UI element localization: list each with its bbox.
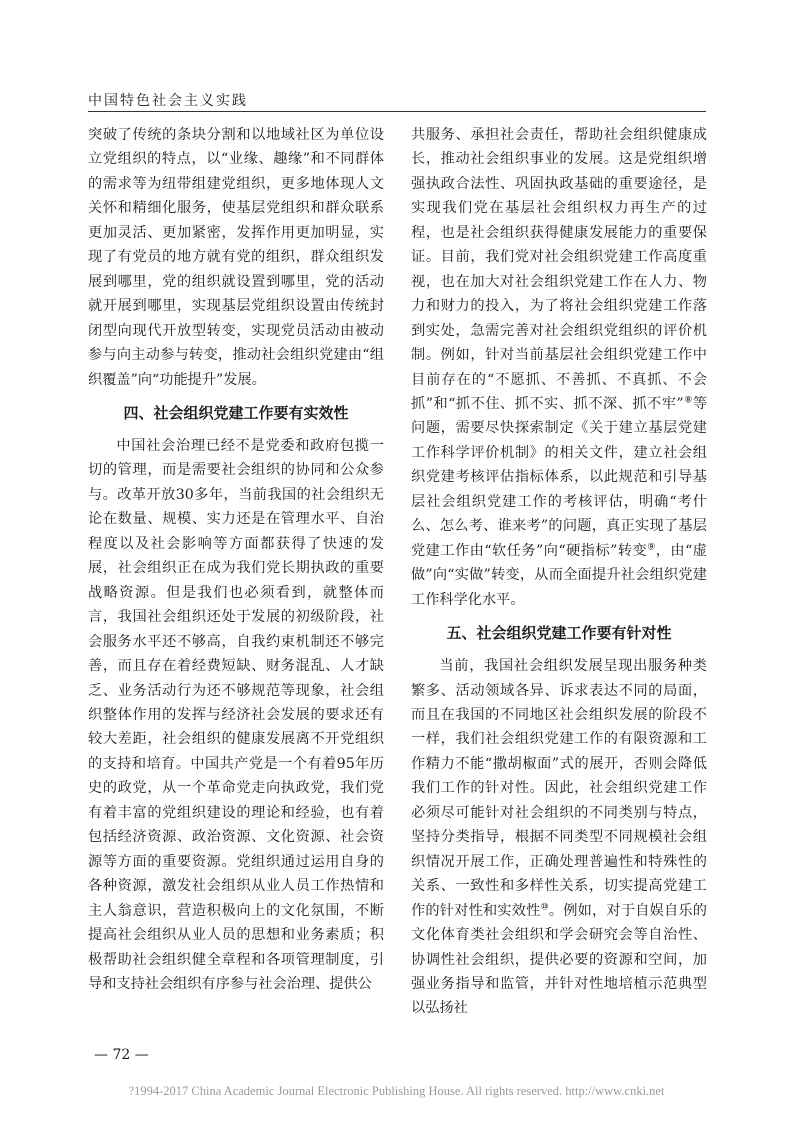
text-run: 共服务、承担社会责任，帮助社会组织健康成长，推动社会组织事业的发展。这是党组织增强执政合法性、巩固执政基础的重要途径，是实现我们党在基层社会组织权力再生产的过程，也是社会组织获得健康发展能力的重要保证。目前，我们党对社会组织党建工作高度重视，也在加大对社会组织党建工作在人力、物力和财力的投入，为了将社会组织党建工作落到实处，急需完善对社会组织党组织的评价机制。例如，针对当前基层社会组织党建工作中目前存在的“不愿抓、不善抓、不真抓、不会抓”和“抓不住、抓不实、抓不深、抓不牢” xyxy=(411,127,707,412)
paragraph-continued: 突破了传统的条块分割和以地域社区为单位设立党组织的特点，以“业缘、趣缘”和不同群体的需求等为纽带组建党组织，更多地体现人文关怀和精细化服务，使基层党组织和群众联系更加灵活、更加紧密，发挥作用更加明显，实现了有党员的地方就有党的组织，群众组织发展到哪里，党的组织就设置到哪里，党的活动就开展到哪里，实现基层党组织设置由传统封闭型向现代开放型转变，实现党员活动由被动参与向主动参与转变，推动社会组织党建由“组织覆盖”向“功能提升”发展。 xyxy=(88,127,384,388)
text-run: 。例如，对于自娱自乐的文化体育类社会组织和学会研究会等自治性、协调性社会组织，提供必要的资源和空间，加强业务指导和监管，并针对性地培植示范典型以弘扬社 xyxy=(411,902,707,1017)
text-run: 等问题，需要尽快探索制定《关于建立基层党建工作科学评价机制》的相关文件，建立社会组织党建考核评估指标体系，以此规范和引导基层社会组织党建工作的考核评估，明确“考什么、怎么考、谁来考”的问题，真正实现了基层党建工作由“软任务”向“硬指标”转变 xyxy=(411,395,708,559)
running-head: 中国特色社会主义实践 xyxy=(88,93,248,109)
section-heading-4: 四、社会组织党建工作要有实效性 xyxy=(123,403,349,422)
left-column xyxy=(88,123,384,996)
page-number: — 72 — xyxy=(94,1047,149,1063)
text-run: 当前，我国社会组织发展呈现出服务种类繁多、活动领域各异、诉求表达不同的局面，而且在我国的不同地区社会组织发展的阶段不一样，我们社会组织党建工作的有限资源和工作精力不能“撒胡椒面”式的展开，否则会降低我们工作的针对性。因此，社会组织党建工作必须尽可能针对社会组织的不同类别与特点，坚持分类指导，根据不同类型不同规模社会组织情况开展工作，正确处理普遍性和特殊性的关系、一致性和多样性关系，切实提高党建工作的针对性和实效性 xyxy=(411,658,707,919)
text-run: ，由“虚做”向“实做”转变，从而全面提升社会组织党建工作科学化水平。 xyxy=(411,542,707,608)
paragraph-continued xyxy=(411,123,707,612)
endnote-marker: ⑩ xyxy=(540,901,549,912)
copyright-footer: ?1994-2017 China Academic Journal Electronic Publishing House. All rights reserved. http://www.cnki.net xyxy=(128,1084,665,1098)
paragraph: 中国社会治理已经不是党委和政府包揽一切的管理，而是需要社会组织的协同和公众参与。改革开放30多年，当前我国的社会组织无论在数量、规模、实力还是在管理水平、自治程度以及社会影响等方面都获得了快速的发展，社会组织正在成为我们党长期执政的重要战略资源。但是我们也必须看到，就整体而言，我国社会组织还处于发展的初级阶段，社会服务水平还不够高，自我约束机制还不够完善，而且存在着经费短缺、财务混乱、人才缺乏、业务活动行为还不够规范等现象，社会组织整体作用的发挥与经济社会发展的要求还有较大差距，社会组织的健康发展离不开党组织的支持和培育。中国共产党是一个有着95年历史的政党，从一个革命党走向执政党，我们党有着丰富的党组织建设的理论和经验，也有着包括经济资源、政治资源、文化资源、社会资源等方面的重要资源。党组织通过运用自身的各种资源，激发社会组织从业人员工作热情和主人翁意识，营造积极向上的文化氛围，不断提高社会组织从业人员的思想和业务素质；积极帮助社会组织健全章程和各项管理制度，引导和支持社会组织有序参与社会治理、提供公 xyxy=(88,437,384,992)
endnote-marker: ⑨ xyxy=(647,541,656,552)
right-column xyxy=(411,123,707,1021)
endnote-marker: ⑧ xyxy=(683,395,693,406)
section-heading-5: 五、社会组织党建工作要有针对性 xyxy=(446,624,672,643)
header-rule xyxy=(88,111,706,112)
paragraph xyxy=(411,654,707,1021)
